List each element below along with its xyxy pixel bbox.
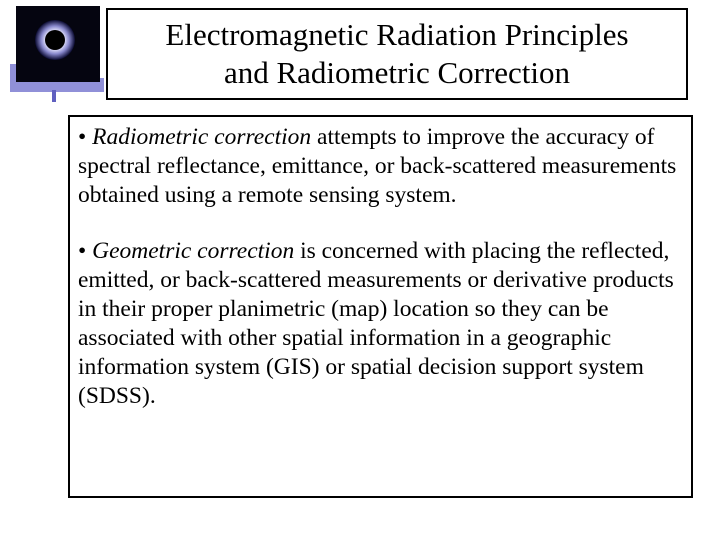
- bullet-marker: •: [78, 124, 93, 150]
- bullet-text: attempts to improve the accuracy of spectral reflectance, emittance, or back-scattered measurements obtained using a remote sensing system.: [78, 124, 677, 208]
- title-box: [106, 8, 688, 100]
- bullet-text: is concerned with placing the reflected, emitted, or back-scattered measurements or derivative products in their proper planimetric (map) location so they can be associated with other spatial information in a geographic information system (GIS) or spatial decision support system (SDSS).: [78, 238, 674, 409]
- bullet-geometric-correction: [78, 237, 683, 411]
- title-line-1: Electromagnetic Radiation Principles: [165, 17, 629, 52]
- content-box: [68, 115, 693, 498]
- bullet-radiometric-correction: [78, 123, 683, 210]
- eclipse-logo-icon: [8, 6, 104, 102]
- bullet-marker: •: [78, 238, 93, 264]
- bullet-term: Radiometric correction: [92, 124, 312, 150]
- bullet-term: Geometric correction: [92, 238, 295, 264]
- title-line-2: and Radiometric Correction: [223, 55, 571, 90]
